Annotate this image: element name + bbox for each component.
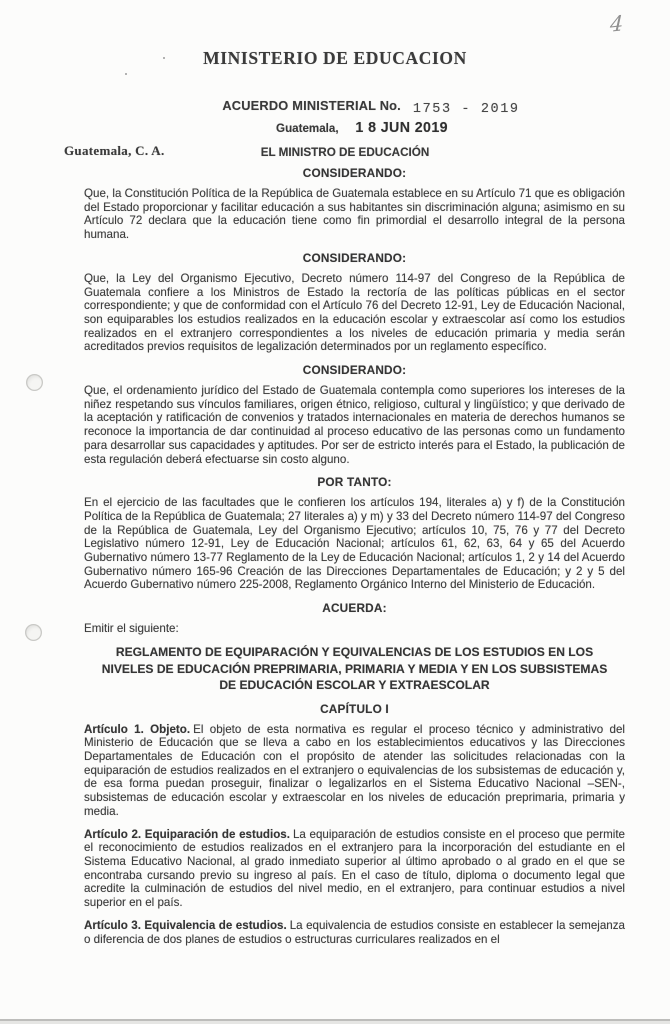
punch-hole-top [26, 374, 43, 391]
article-3-text: La equivalencia de estudios consiste en establecer la semejanza o diferencia de dos planes de estudios o estructuras curriculares realizados en el [84, 918, 625, 946]
section-heading-considerando-2: CONSIDERANDO: [302, 250, 407, 265]
section-heading-capitulo-1: CAPÍTULO I [320, 701, 389, 716]
section-heading-considerando-1: CONSIDERANDO: [302, 166, 407, 180]
date-stamp: 1 8 JUN 2019 [354, 119, 448, 136]
article-2-text: La equiparación de estudios consiste en el proceso que permite el reconocimiento de estudios realizados en el extranjero para la incorporación del estudiante en el Sistema Educativo Nacional, al grado inmediato superior al último aprobado o al grado en el que se encontraba cursando previo su ingreso al país. En el caso de título, diploma o documento legal que acredite la culminación de estudios del nivel medio, en el extranjero, para continuar estudios a nivel superior en el país. [84, 827, 625, 910]
handwritten-page-number: 4 [609, 11, 624, 37]
article-1-lead: Artículo 1. Objeto. [84, 722, 191, 736]
ministry-title: MINISTERIO DE EDUCACION [203, 48, 467, 68]
paragraph-por-tanto: En el ejercicio de las facultades que le confieren los artículos 194, literales a) y f) de la Constitución Política de la República de Guatemala; 27 literales a) y m) y 33 del Decreto número 114-97 del Congreso de la República de Guatemala, Ley del Organismo Ejecutivo; artículos 10, 75, 76 y 77 del Decreto Legislativo número 12-91, Ley de Educación Nacional; artículos 61, 62, 63, 64 y 65 del Acuerdo Gubernativo número 13-77 Reglamento de la Ley de Educación Nacional; artículos 1, 2 y 14 del Acuerdo Gubernativo número 165-96 Creación de las Direcciones Departamentales de Educación; y 2 y 5 del Acuerdo Gubernativo número 225-2008, Reglamento Orgánico Interno del Ministerio de Educación. [84, 496, 625, 592]
article-1 [84, 723, 625, 819]
agreement-number-line [36, 98, 670, 115]
issuer-line: EL MINISTRO DE EDUCACIÓN [260, 146, 430, 159]
reglamento-title: REGLAMENTO DE EQUIPARACIÓN Y EQUIVALENCIAS DE LOS ESTUDIOS EN LOS NIVELES DE EDUCACIÓN PREPRIMARIA, PRIMARIA Y MEDIA Y EN LOS SUBSISTEMAS DE EDUCACIÓN ESCOLAR Y EXTRAESCOLAR [101, 645, 608, 693]
document-body [84, 166, 625, 955]
article-1-text: El objeto de esta normativa es regular el proceso técnico y administrativo del Ministerio de Educación que se lleva a cabo en los establecimientos educativos y las Direcciones Departamentales de Educación con el propósito de atender las solicitudes relacionadas con la equiparación de estudios realizados en el extranjero o equivalencias de los subsistemas de educación y, de esa forma puedan proseguir, finalizar o legalizarlos en el Sistema Educativo Nacional –SEN-, subsistemas de educación escolar y extraescolar en los niveles de educación preprimaria, primaria y media. [84, 722, 625, 818]
paragraph-considerando-1: Que, la Constitución Política de la República de Guatemala establece en su Artículo 71 que es obligación del Estado proporcionar y facilitar educación a sus habitantes sin discriminación alguna; asimismo en su Artículo 72 declara que la educación tiene como fin primordial el desarrollo integral de la persona humana. [84, 187, 625, 242]
agreement-label: ACUERDO MINISTERIAL No. [222, 98, 401, 113]
punch-hole-bottom [25, 624, 42, 641]
article-2 [84, 828, 625, 910]
section-heading-por-tanto: POR TANTO: [317, 475, 392, 490]
article-2-lead: Artículo 2. Equiparación de estudios. [84, 827, 290, 841]
country-note: Guatemala, C. A. [64, 143, 165, 158]
scan-speckle [163, 57, 165, 59]
paragraph-considerando-3: Que, el ordenamiento jurídico del Estado de Guatemala contempla como superiores los intereses de la niñez respetando sus vínculos familiares, origen étnico, religioso, cultural y lingüístico; y que derivado de la aceptación y ratificación de convenios y tratados internacionales en materia de derechos humanos se reconoce la importancia de dar continuidad al proceso educativo de las personas como un fundamento para desarrollar sus capacidades y aptitudes. Por ser de estricto interés para el Estado, la publicación de esta regulación deberá efectuarse sin costo alguno. [84, 384, 625, 466]
place-date-line [28, 119, 670, 136]
scan-speckle [125, 73, 127, 75]
page-bottom-scan-edge [0, 1018, 670, 1024]
place-label: Guatemala, [276, 122, 339, 135]
paragraph-considerando-2: Que, la Ley del Organismo Ejecutivo, Decreto número 114-97 del Congreso de la República de Guatemala confiere a los Ministros de Estado la rectoría de las políticas públicas en el sector correspondiente; y que de conformidad con el Artículo 76 del Decreto 12-91, Ley de Educación Nacional, son equiparables los estudios realizados en la educación escolar y extraescolar así como los estudios realizados en el extranjero correspondientes a los niveles de educación primaria y media serán acreditados previos requisitos de legalización determinados por un reglamento específico. [84, 271, 625, 354]
section-heading-acuerda: ACUERDA: [322, 601, 387, 616]
article-3-lead: Artículo 3. Equivalencia de estudios. [84, 918, 287, 932]
section-heading-considerando-3: CONSIDERANDO: [302, 363, 407, 378]
article-3 [84, 919, 625, 946]
agreement-number: 1753 - 2019 [412, 102, 520, 117]
intro-emitir: Emitir el siguiente: [84, 622, 179, 636]
